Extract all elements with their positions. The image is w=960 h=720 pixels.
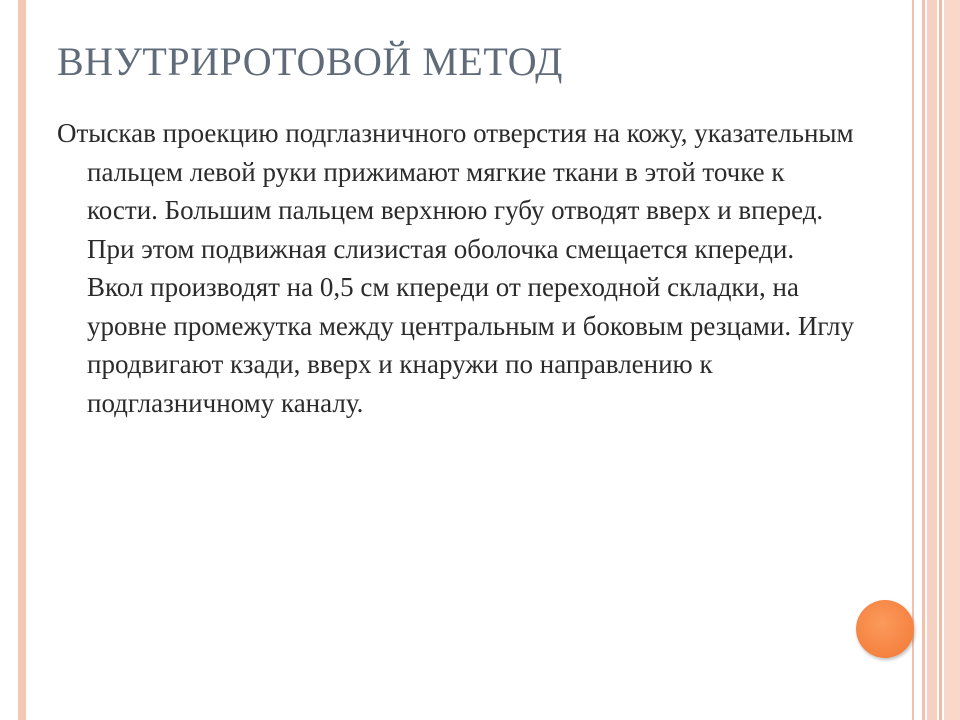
slide-body-text: Отыскав проекцию подглазничного отверстия на кожу, указательным пальцем левой руки прижимают мягкие ткани в этой точке к кости. Большим пальцем верхнюю губу отводят вверх и вперед. При этом подвижная слизистая оболочка смещается кпереди. Вкол производят на 0,5 см кпереди от переходной складки, на уровне промежутка между центральным и боковым резцами. Иглу продвигают кзади, вверх и кнаружи по направлению к подглазничному каналу. bbox=[57, 118, 855, 418]
orange-circle-decoration bbox=[856, 600, 914, 658]
left-accent-bar bbox=[18, 0, 26, 720]
stripe bbox=[912, 0, 914, 720]
stripe bbox=[922, 0, 925, 720]
stripe bbox=[927, 0, 937, 720]
stripe bbox=[939, 0, 942, 720]
slide-title: ВНУТРИРОТОВОЙ МЕТОД bbox=[57, 39, 563, 84]
stripe bbox=[944, 0, 960, 720]
right-decorative-stripes bbox=[912, 0, 960, 720]
